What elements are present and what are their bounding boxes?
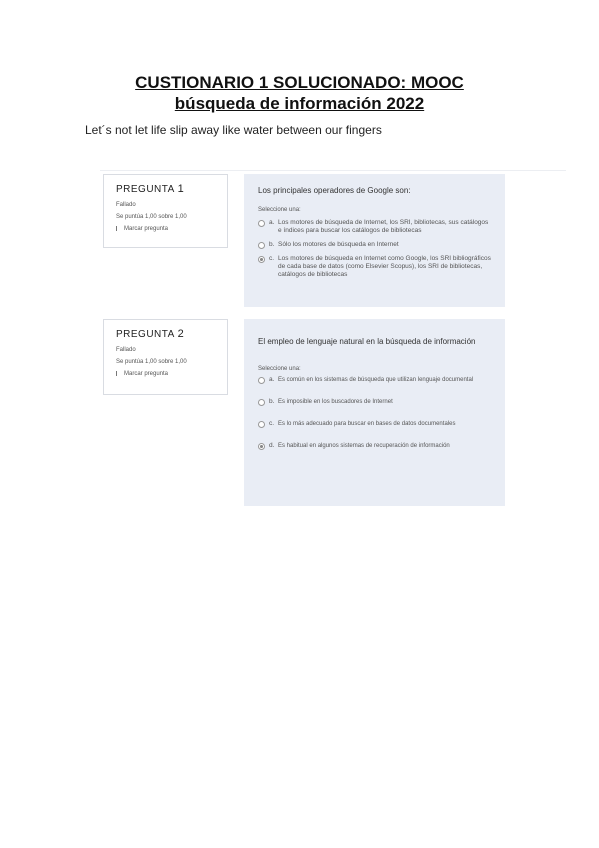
divider	[100, 170, 566, 171]
question-1-number: 1	[177, 183, 185, 195]
radio-button-icon[interactable]	[258, 377, 265, 384]
option-text: Es habitual en algunos sistemas de recuperación de información	[278, 443, 450, 449]
question-1-flag-label: Marcar pregunta	[124, 226, 169, 232]
radio-button-icon[interactable]	[258, 220, 265, 227]
question-1-body	[244, 174, 505, 307]
option-text: Sólo los motores de búsqueda en Internet	[278, 241, 399, 248]
question-1-prompt: Los principales operadores de Google son:	[258, 186, 411, 195]
question-1-option-c[interactable]: c. Los motores de búsqueda en Internet como Google, los SRI bibliográficos de cada base de datos (como Elsevier Scopus), los SRI de bibliotecas, catálogos de bibliotecas	[258, 255, 491, 279]
question-1-option-b[interactable]: b. Sólo los motores de búsqueda en Internet	[258, 241, 491, 249]
question-2-label: PREGUNTA	[116, 329, 175, 340]
option-text: Es común en los sistemas de búsqueda que utilizan lenguaje documental	[278, 377, 474, 383]
question-2-flag-button[interactable]	[116, 370, 215, 378]
question-2-option-a[interactable]: a. Es común en los sistemas de búsqueda que utilizan lenguaje documental	[258, 376, 491, 384]
option-text: Los motores de búsqueda en Internet como Google, los SRI bibliográficos de cada base de datos (como Elsevier Scopus), los SRI de bibliotecas, catálogos de bibliotecas	[278, 255, 491, 278]
question-2-info-panel	[103, 319, 228, 395]
question-2-flag-label: Marcar pregunta	[124, 371, 169, 377]
option-text: Los motores de búsqueda de Internet, los SRI, bibliotecas, sus catálogos e índices para buscar los catálogos de bibliotecas	[278, 219, 489, 234]
question-2-heading	[116, 328, 215, 340]
question-1-heading	[116, 183, 215, 195]
radio-button-icon[interactable]	[258, 421, 265, 428]
radio-button-icon[interactable]	[258, 399, 265, 406]
flag-icon	[116, 226, 121, 231]
document-title-line-1: CUSTIONARIO 1 SOLUCIONADO: MOOC	[135, 73, 464, 92]
question-1-select-label: Seleccione una:	[258, 207, 301, 213]
radio-button-icon[interactable]	[258, 242, 265, 249]
option-text: Es lo más adecuado para buscar en bases de datos documentales	[278, 421, 456, 427]
question-2-option-b[interactable]: b. Es imposible en los buscadores de Internet	[258, 398, 491, 406]
question-1-flag-button[interactable]	[116, 225, 215, 233]
radio-button-checked-icon[interactable]	[258, 443, 265, 450]
document-title-line-2: búsqueda de información 2022	[174, 94, 425, 113]
question-2-select-label: Seleccione una:	[258, 366, 301, 372]
question-2-body	[244, 319, 505, 506]
radio-button-checked-icon[interactable]	[258, 256, 265, 263]
question-1-info-panel	[103, 174, 228, 248]
question-2-option-d[interactable]: d. Es habitual en algunos sistemas de recuperación de información	[258, 442, 491, 450]
question-1-label: PREGUNTA	[116, 184, 175, 195]
question-2-number: 2	[177, 328, 185, 340]
question-1-option-a[interactable]: a. Los motores de búsqueda de Internet, los SRI, bibliotecas, sus catálogos e índices para buscar los catálogos de bibliotecas	[258, 219, 491, 235]
option-text: Es imposible en los buscadores de Internet	[278, 399, 393, 405]
question-1-status: Fallado	[116, 202, 136, 208]
question-2-status: Fallado	[116, 347, 136, 353]
question-2-option-c[interactable]: c. Es lo más adecuado para buscar en bases de datos documentales	[258, 420, 491, 428]
flag-icon	[116, 371, 121, 376]
question-2-prompt: El empleo de lenguaje natural en la búsqueda de información	[258, 337, 476, 346]
document-tagline: Let´s not let life slip away like water between our fingers	[85, 123, 382, 137]
question-1-score: Se puntúa 1,00 sobre 1,00	[116, 214, 187, 220]
question-2-score: Se puntúa 1,00 sobre 1,00	[116, 359, 187, 365]
